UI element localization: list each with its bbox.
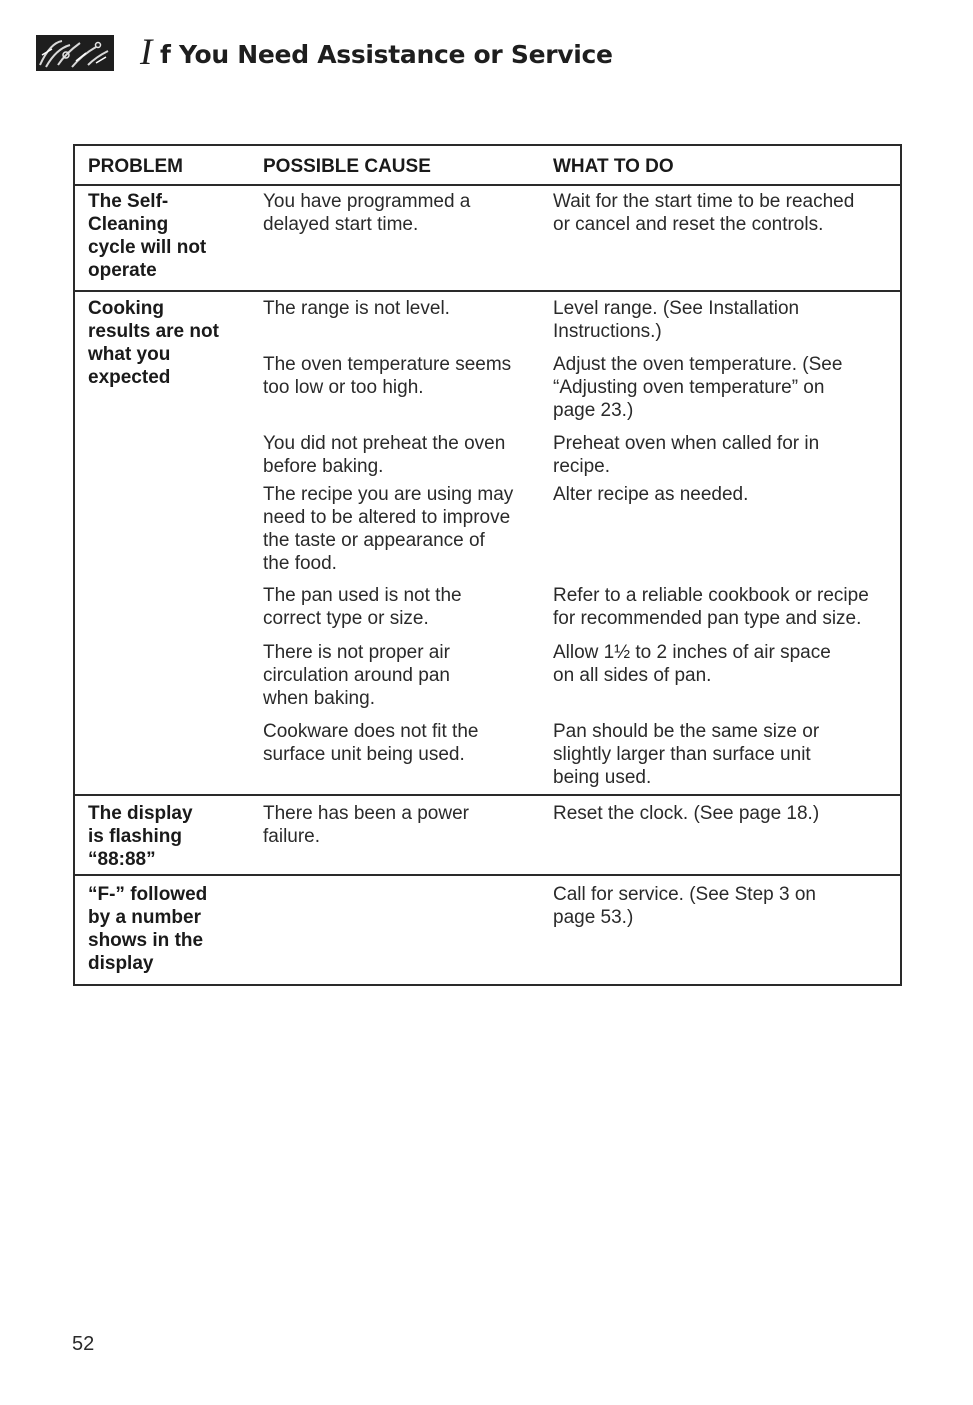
cause-text: You have programmed a delayed start time.	[263, 191, 471, 235]
cause-text: Cookware does not fit the surface unit being used.	[263, 721, 479, 765]
cause-text: There has been a power failure.	[263, 803, 469, 847]
row-divider	[75, 184, 900, 186]
column-header-what-to-do: WHAT TO DO	[553, 156, 674, 177]
action-text: Allow 1½ to 2 inches of air space on all sides of pan.	[553, 642, 831, 686]
cause-text: The pan used is not the correct type or size.	[263, 585, 462, 629]
page-title: f You Need Assistance or Service	[160, 40, 613, 69]
action-text: Pan should be the same size or slightly larger than surface unit being used.	[553, 721, 820, 788]
row-divider	[75, 794, 900, 796]
cause-text: The oven temperature seems too low or too high.	[263, 354, 512, 398]
action-text: Refer to a reliable cookbook or recipe for recommended pan type and size.	[553, 585, 869, 629]
problem-self-cleaning: The Self- Cleaning cycle will not operate	[88, 191, 207, 281]
column-header-possible-cause: POSSIBLE CAUSE	[263, 156, 431, 177]
action-text: Level range. (See Installation Instructions.)	[553, 298, 800, 342]
action-text: Adjust the oven temperature. (See “Adjusting oven temperature” on page 23.)	[553, 354, 843, 421]
action-text: Wait for the start time to be reached or cancel and reset the controls.	[553, 191, 855, 235]
problem-f-code: “F-” followed by a number shows in the display	[88, 884, 208, 974]
cause-text: The recipe you are using may need to be altered to improve the taste or appearance of the food.	[263, 484, 514, 574]
title-initial-letter: I	[140, 32, 153, 73]
row-divider	[75, 874, 900, 876]
cause-text: You did not preheat the oven before baking.	[263, 433, 506, 477]
row-divider	[75, 290, 900, 292]
action-text: Reset the clock. (See page 18.)	[553, 803, 820, 824]
troubleshooting-table	[73, 144, 902, 986]
cause-text: There is not proper air circulation around pan when baking.	[263, 642, 450, 709]
action-text: Call for service. (See Step 3 on page 53.)	[553, 884, 816, 928]
page-number: 52	[72, 1333, 95, 1355]
problem-cooking-results: Cooking results are not what you expected	[88, 298, 219, 388]
action-text: Alter recipe as needed.	[553, 484, 749, 505]
action-text: Preheat oven when called for in recipe.	[553, 433, 820, 477]
problem-display-flashing: The display is flashing “88:88”	[88, 803, 193, 870]
column-header-problem: PROBLEM	[88, 156, 183, 177]
decorative-logo-icon	[36, 35, 114, 71]
cause-text: The range is not level.	[263, 298, 450, 319]
